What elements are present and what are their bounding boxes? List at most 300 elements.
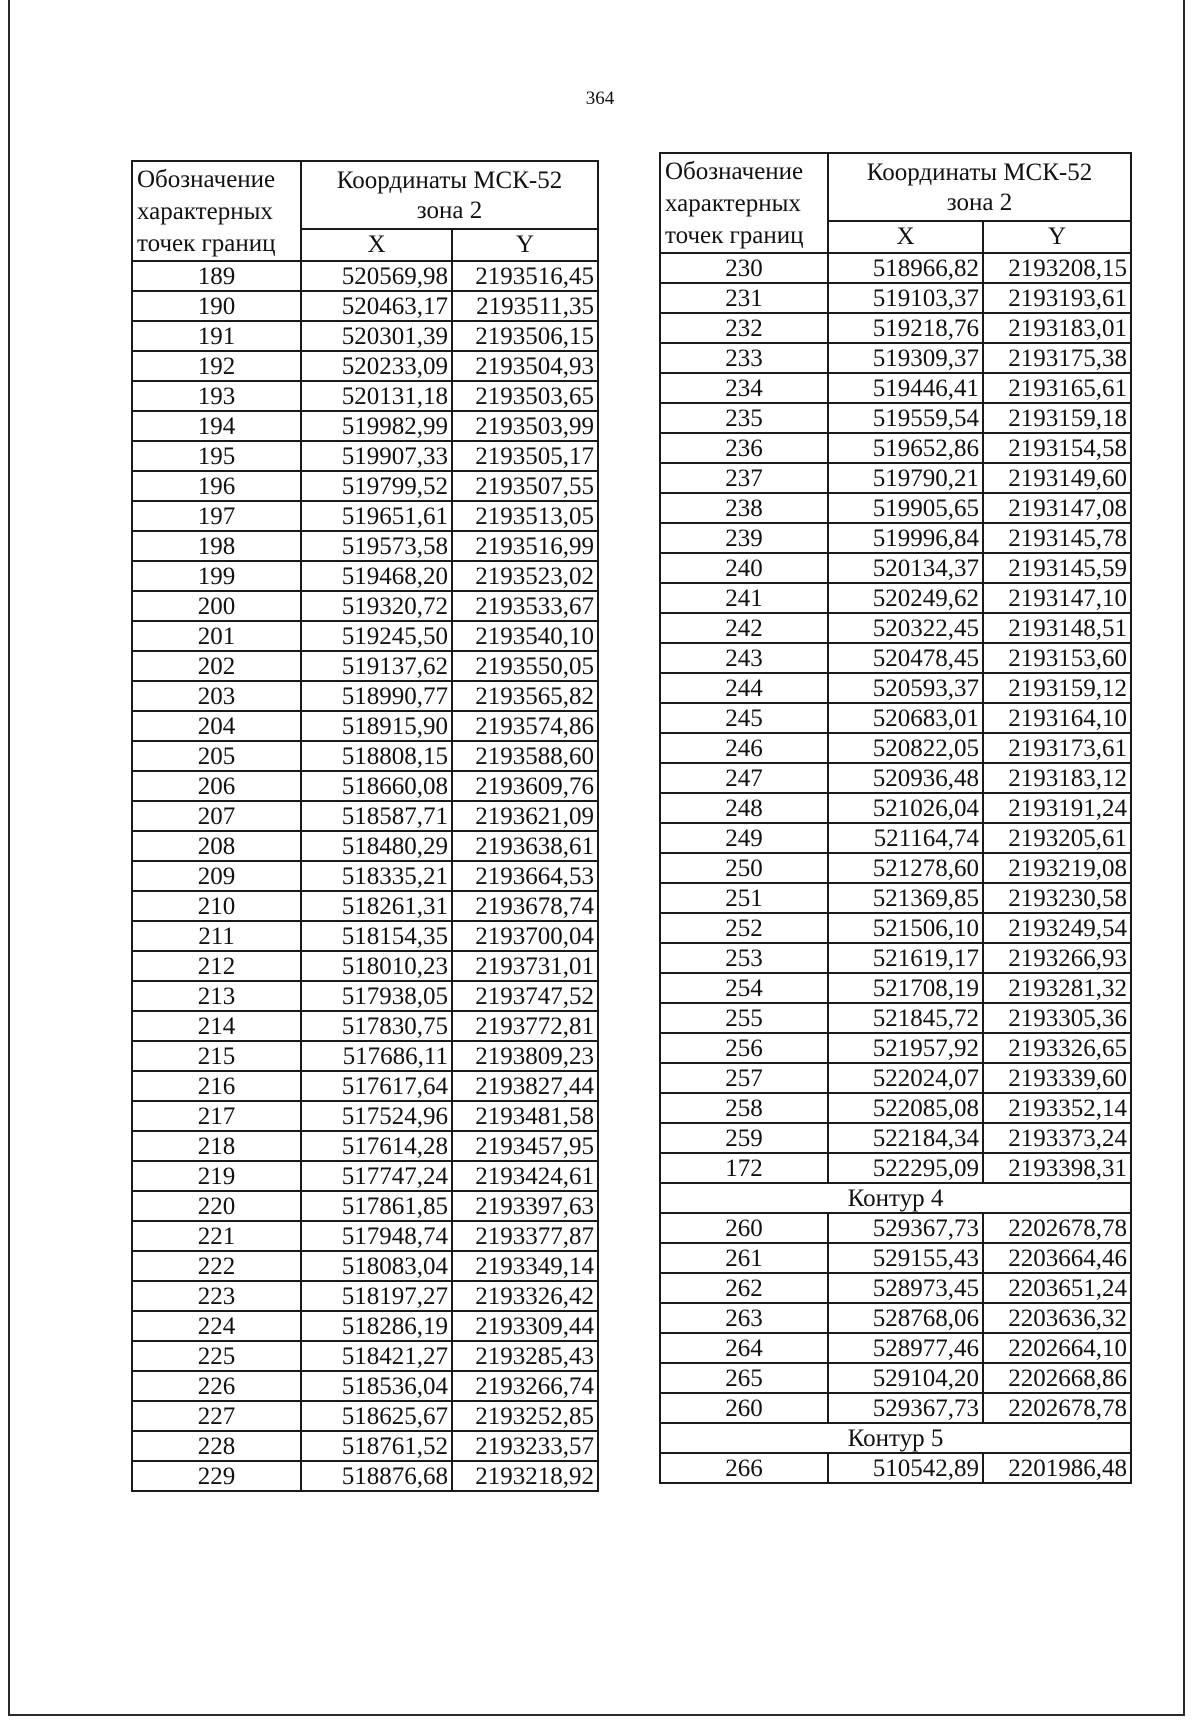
y-coordinate-cell: 2193511,35: [452, 291, 598, 321]
x-coordinate-cell: 517614,28: [301, 1131, 452, 1161]
y-column-header: Y: [452, 229, 598, 261]
x-coordinate-cell: 520683,01: [828, 703, 983, 733]
x-column-header: X: [301, 229, 452, 261]
table-row: [132, 1011, 598, 1041]
x-coordinate-cell: 519982,99: [301, 411, 452, 441]
y-coordinate-cell: 2193349,14: [452, 1251, 598, 1281]
point-id-cell: 200: [132, 591, 301, 621]
table-row: [660, 1063, 1131, 1093]
point-id-cell: 228: [132, 1431, 301, 1461]
point-id-cell: 237: [660, 463, 828, 493]
contour-row: [660, 1183, 1131, 1213]
table-row: [660, 883, 1131, 913]
table-row: [132, 861, 598, 891]
y-coordinate-cell: 2193550,05: [452, 651, 598, 681]
contour-label: Контур 4: [660, 1183, 1131, 1213]
point-id-cell: 207: [132, 801, 301, 831]
table-row: [660, 403, 1131, 433]
table-row: [132, 1401, 598, 1431]
table-row: [660, 823, 1131, 853]
y-coordinate-cell: 2193700,04: [452, 921, 598, 951]
x-coordinate-cell: 519320,72: [301, 591, 452, 621]
point-id-cell: 195: [132, 441, 301, 471]
table-row: [660, 793, 1131, 823]
y-coordinate-cell: 2202668,86: [983, 1363, 1131, 1393]
x-coordinate-cell: 519651,61: [301, 501, 452, 531]
y-coordinate-cell: 2193159,12: [983, 673, 1131, 703]
y-coordinate-cell: 2193339,60: [983, 1063, 1131, 1093]
x-coordinate-cell: 518990,77: [301, 681, 452, 711]
y-coordinate-cell: 2193533,67: [452, 591, 598, 621]
table-row: [660, 1333, 1131, 1363]
designation-header-line: точек границ: [665, 222, 804, 249]
x-coordinate-cell: 521619,17: [828, 943, 983, 973]
point-id-cell: 197: [132, 501, 301, 531]
x-coordinate-cell: 520936,48: [828, 763, 983, 793]
x-coordinate-cell: 528768,06: [828, 1303, 983, 1333]
y-coordinate-cell: 2193208,15: [983, 253, 1131, 283]
table-row: [132, 1281, 598, 1311]
point-id-cell: 243: [660, 643, 828, 673]
x-coordinate-cell: 529367,73: [828, 1213, 983, 1243]
point-id-cell: 202: [132, 651, 301, 681]
y-coordinate-cell: 2193827,44: [452, 1071, 598, 1101]
table-row: [132, 1341, 598, 1371]
x-coordinate-cell: 517938,05: [301, 981, 452, 1011]
x-coordinate-cell: 521026,04: [828, 793, 983, 823]
y-coordinate-cell: 2193145,59: [983, 553, 1131, 583]
y-coordinate-cell: 2193731,01: [452, 951, 598, 981]
y-coordinate-cell: 2203664,46: [983, 1243, 1131, 1273]
x-coordinate-cell: 519218,76: [828, 313, 983, 343]
y-coordinate-cell: 2193352,14: [983, 1093, 1131, 1123]
x-coordinate-cell: 521845,72: [828, 1003, 983, 1033]
table-row: [132, 321, 598, 351]
y-coordinate-cell: 2193506,15: [452, 321, 598, 351]
point-id-cell: 244: [660, 673, 828, 703]
table-row: [132, 1161, 598, 1191]
x-coordinate-cell: 519446,41: [828, 373, 983, 403]
table-row: [660, 1303, 1131, 1333]
table-row: [132, 951, 598, 981]
y-coordinate-cell: 2193377,87: [452, 1221, 598, 1251]
x-coordinate-cell: 519103,37: [828, 283, 983, 313]
table-row: [660, 1033, 1131, 1063]
point-id-cell: 198: [132, 531, 301, 561]
x-coordinate-cell: 520301,39: [301, 321, 452, 351]
table-row: [132, 771, 598, 801]
point-id-cell: 204: [132, 711, 301, 741]
table-row: [132, 831, 598, 861]
table-row: [660, 643, 1131, 673]
coordinates-header: [301, 161, 598, 229]
table-row: [132, 1101, 598, 1131]
point-id-cell: 251: [660, 883, 828, 913]
table-row: [660, 433, 1131, 463]
point-id-cell: 222: [132, 1251, 301, 1281]
x-coordinate-cell: 521369,85: [828, 883, 983, 913]
table-row: [132, 1371, 598, 1401]
point-id-cell: 262: [660, 1273, 828, 1303]
point-id-cell: 238: [660, 493, 828, 523]
table-row: [660, 1093, 1131, 1123]
x-coordinate-cell: 519559,54: [828, 403, 983, 433]
table-row: [660, 313, 1131, 343]
table-row: [132, 1431, 598, 1461]
y-coordinate-cell: 2193183,01: [983, 313, 1131, 343]
y-coordinate-cell: 2193193,61: [983, 283, 1131, 313]
x-coordinate-cell: 519799,52: [301, 471, 452, 501]
table-row: [660, 1123, 1131, 1153]
point-id-cell: 196: [132, 471, 301, 501]
x-coordinate-cell: 517524,96: [301, 1101, 452, 1131]
x-coordinate-cell: 521957,92: [828, 1033, 983, 1063]
point-id-cell: 203: [132, 681, 301, 711]
x-coordinate-cell: 518536,04: [301, 1371, 452, 1401]
right-table-body: [660, 253, 1131, 1483]
point-id-cell: 211: [132, 921, 301, 951]
point-id-cell: 225: [132, 1341, 301, 1371]
x-coordinate-cell: 518286,19: [301, 1311, 452, 1341]
point-id-cell: 194: [132, 411, 301, 441]
y-coordinate-cell: 2193230,58: [983, 883, 1131, 913]
x-coordinate-cell: 518154,35: [301, 921, 452, 951]
coordinates-header-line: зона 2: [416, 197, 483, 225]
y-coordinate-cell: 2193505,17: [452, 441, 598, 471]
point-id-cell: 257: [660, 1063, 828, 1093]
table-row: [660, 1393, 1131, 1423]
y-coordinate-cell: 2193149,60: [983, 463, 1131, 493]
x-coordinate-cell: 521164,74: [828, 823, 983, 853]
table-row: [132, 1311, 598, 1341]
x-coordinate-cell: 519573,58: [301, 531, 452, 561]
y-coordinate-cell: 2193747,52: [452, 981, 598, 1011]
point-id-cell: 190: [132, 291, 301, 321]
x-coordinate-cell: 520478,45: [828, 643, 983, 673]
point-id-cell: 234: [660, 373, 828, 403]
point-id-cell: 221: [132, 1221, 301, 1251]
y-coordinate-cell: 2193175,38: [983, 343, 1131, 373]
y-coordinate-cell: 2193457,95: [452, 1131, 598, 1161]
y-coordinate-cell: 2193218,92: [452, 1461, 598, 1491]
point-id-cell: 263: [660, 1303, 828, 1333]
y-coordinate-cell: 2193398,31: [983, 1153, 1131, 1183]
x-coordinate-cell: 520134,37: [828, 553, 983, 583]
x-coordinate-cell: 518808,15: [301, 741, 452, 771]
table-row: [660, 1243, 1131, 1273]
x-coordinate-cell: 519996,84: [828, 523, 983, 553]
point-id-cell: 216: [132, 1071, 301, 1101]
point-id-cell: 212: [132, 951, 301, 981]
table-row: [660, 1363, 1131, 1393]
point-id-cell: 240: [660, 553, 828, 583]
y-coordinate-cell: 2193513,05: [452, 501, 598, 531]
point-id-cell: 265: [660, 1363, 828, 1393]
table-row: [660, 853, 1131, 883]
point-id-cell: 230: [660, 253, 828, 283]
x-column-header: X: [828, 221, 983, 253]
y-coordinate-cell: 2193621,09: [452, 801, 598, 831]
designation-header-line: характерных: [137, 198, 273, 225]
point-id-cell: 217: [132, 1101, 301, 1131]
table-row: [132, 741, 598, 771]
x-coordinate-cell: 517948,74: [301, 1221, 452, 1251]
y-coordinate-cell: 2193154,58: [983, 433, 1131, 463]
designation-header-line: Обозначение: [137, 166, 276, 193]
x-coordinate-cell: 529367,73: [828, 1393, 983, 1423]
y-coordinate-cell: 2193540,10: [452, 621, 598, 651]
point-id-cell: 235: [660, 403, 828, 433]
table-row: [132, 411, 598, 441]
x-coordinate-cell: 517747,24: [301, 1161, 452, 1191]
table-row: [132, 1191, 598, 1221]
point-id-cell: 241: [660, 583, 828, 613]
point-id-cell: 229: [132, 1461, 301, 1491]
x-coordinate-cell: 529104,20: [828, 1363, 983, 1393]
x-coordinate-cell: 521506,10: [828, 913, 983, 943]
table-row: [660, 1213, 1131, 1243]
point-id-cell: 192: [132, 351, 301, 381]
y-coordinate-cell: 2193285,43: [452, 1341, 598, 1371]
table-row: [132, 561, 598, 591]
point-id-cell: 218: [132, 1131, 301, 1161]
table-row: [660, 343, 1131, 373]
point-id-cell: 236: [660, 433, 828, 463]
table-row: [660, 493, 1131, 523]
x-coordinate-cell: 517830,75: [301, 1011, 452, 1041]
table-row: [660, 763, 1131, 793]
y-coordinate-cell: 2193503,99: [452, 411, 598, 441]
table-row: [132, 501, 598, 531]
y-coordinate-cell: 2193153,60: [983, 643, 1131, 673]
y-coordinate-cell: 2193147,10: [983, 583, 1131, 613]
x-coordinate-cell: 520822,05: [828, 733, 983, 763]
y-coordinate-cell: 2203636,32: [983, 1303, 1131, 1333]
point-id-cell: 248: [660, 793, 828, 823]
x-coordinate-cell: 518480,29: [301, 831, 452, 861]
x-coordinate-cell: 518261,31: [301, 891, 452, 921]
y-coordinate-cell: 2193159,18: [983, 403, 1131, 433]
y-coordinate-cell: 2193164,10: [983, 703, 1131, 733]
coordinates-header: [828, 153, 1131, 221]
x-coordinate-cell: 517686,11: [301, 1041, 452, 1071]
coordinates-header-line: Координаты МСК-52: [866, 159, 1093, 187]
table-row: [132, 891, 598, 921]
table-row: [660, 283, 1131, 313]
y-column-header: Y: [983, 221, 1131, 253]
table-row: [660, 613, 1131, 643]
x-coordinate-cell: 522085,08: [828, 1093, 983, 1123]
contour-row: [660, 1423, 1131, 1453]
point-id-cell: 255: [660, 1003, 828, 1033]
y-coordinate-cell: 2193266,74: [452, 1371, 598, 1401]
point-id-cell: 210: [132, 891, 301, 921]
y-coordinate-cell: 2193397,63: [452, 1191, 598, 1221]
table-row: [132, 651, 598, 681]
table-row: [132, 711, 598, 741]
x-coordinate-cell: 518625,67: [301, 1401, 452, 1431]
x-coordinate-cell: 518197,27: [301, 1281, 452, 1311]
coordinates-table-left: [131, 160, 599, 1492]
point-id-cell: 224: [132, 1311, 301, 1341]
y-coordinate-cell: 2201986,48: [983, 1453, 1131, 1483]
y-coordinate-cell: 2202678,78: [983, 1393, 1131, 1423]
table-row: [132, 1041, 598, 1071]
table-row: [132, 291, 598, 321]
table-row: [660, 373, 1131, 403]
point-id-cell: 250: [660, 853, 828, 883]
y-coordinate-cell: 2193481,58: [452, 1101, 598, 1131]
table-row: [132, 681, 598, 711]
table-row: [660, 973, 1131, 1003]
x-coordinate-cell: 522184,34: [828, 1123, 983, 1153]
point-id-cell: 245: [660, 703, 828, 733]
point-id-cell: 215: [132, 1041, 301, 1071]
x-coordinate-cell: 521278,60: [828, 853, 983, 883]
table-row: [132, 1461, 598, 1491]
y-coordinate-cell: 2193523,02: [452, 561, 598, 591]
point-id-cell: 247: [660, 763, 828, 793]
point-id-cell: 206: [132, 771, 301, 801]
x-coordinate-cell: 518876,68: [301, 1461, 452, 1491]
point-id-cell: 201: [132, 621, 301, 651]
coordinates-header-line: зона 2: [946, 189, 1013, 217]
x-coordinate-cell: 520593,37: [828, 673, 983, 703]
y-coordinate-cell: 2193516,99: [452, 531, 598, 561]
table-row: [660, 463, 1131, 493]
point-id-cell: 259: [660, 1123, 828, 1153]
point-id-cell: 226: [132, 1371, 301, 1401]
table-row: [132, 801, 598, 831]
point-id-cell: 172: [660, 1153, 828, 1183]
point-id-cell: 253: [660, 943, 828, 973]
y-coordinate-cell: 2193588,60: [452, 741, 598, 771]
table-row: [132, 471, 598, 501]
x-coordinate-cell: 520131,18: [301, 381, 452, 411]
table-row: [660, 703, 1131, 733]
point-id-cell: 249: [660, 823, 828, 853]
point-id-cell: 246: [660, 733, 828, 763]
x-coordinate-cell: 520463,17: [301, 291, 452, 321]
x-coordinate-cell: 518421,27: [301, 1341, 452, 1371]
y-coordinate-cell: 2193809,23: [452, 1041, 598, 1071]
point-id-cell: 227: [132, 1401, 301, 1431]
y-coordinate-cell: 2193219,08: [983, 853, 1131, 883]
coordinates-header-line: Координаты МСК-52: [336, 167, 563, 195]
designation-header-line: Обозначение: [665, 158, 804, 185]
x-coordinate-cell: 518335,21: [301, 861, 452, 891]
x-coordinate-cell: 520249,62: [828, 583, 983, 613]
y-coordinate-cell: 2193183,12: [983, 763, 1131, 793]
y-coordinate-cell: 2193281,32: [983, 973, 1131, 1003]
point-id-cell: 233: [660, 343, 828, 373]
y-coordinate-cell: 2193503,65: [452, 381, 598, 411]
x-coordinate-cell: 518587,71: [301, 801, 452, 831]
x-coordinate-cell: 518010,23: [301, 951, 452, 981]
point-id-cell: 258: [660, 1093, 828, 1123]
point-id-cell: 213: [132, 981, 301, 1011]
table-row: [660, 1273, 1131, 1303]
table-row: [132, 531, 598, 561]
y-coordinate-cell: 2193305,36: [983, 1003, 1131, 1033]
x-coordinate-cell: 522295,09: [828, 1153, 983, 1183]
y-coordinate-cell: 2193373,24: [983, 1123, 1131, 1153]
point-id-cell: 223: [132, 1281, 301, 1311]
table-row: [132, 261, 598, 291]
x-coordinate-cell: 529155,43: [828, 1243, 983, 1273]
x-coordinate-cell: 518083,04: [301, 1251, 452, 1281]
page-number: 364: [585, 88, 615, 109]
table-row: [660, 733, 1131, 763]
point-id-cell: 239: [660, 523, 828, 553]
table-row: [660, 553, 1131, 583]
table-row: [660, 523, 1131, 553]
x-coordinate-cell: 517617,64: [301, 1071, 452, 1101]
table-row: [660, 253, 1131, 283]
table-row: [132, 921, 598, 951]
y-coordinate-cell: 2202664,10: [983, 1333, 1131, 1363]
point-id-cell: 193: [132, 381, 301, 411]
table-row: [132, 1221, 598, 1251]
designation-header-line: характерных: [665, 190, 801, 217]
point-id-cell: 205: [132, 741, 301, 771]
x-coordinate-cell: 519652,86: [828, 433, 983, 463]
table-row: [660, 943, 1131, 973]
x-coordinate-cell: 517861,85: [301, 1191, 452, 1221]
point-id-cell: 208: [132, 831, 301, 861]
point-id-cell: 254: [660, 973, 828, 1003]
point-id-cell: 260: [660, 1213, 828, 1243]
y-coordinate-cell: 2193678,74: [452, 891, 598, 921]
y-coordinate-cell: 2193173,61: [983, 733, 1131, 763]
x-coordinate-cell: 528973,45: [828, 1273, 983, 1303]
point-id-cell: 256: [660, 1033, 828, 1063]
contour-label: Контур 5: [660, 1423, 1131, 1453]
x-coordinate-cell: 521708,19: [828, 973, 983, 1003]
y-coordinate-cell: 2193148,51: [983, 613, 1131, 643]
x-coordinate-cell: 522024,07: [828, 1063, 983, 1093]
x-coordinate-cell: 518966,82: [828, 253, 983, 283]
y-coordinate-cell: 2193326,65: [983, 1033, 1131, 1063]
point-id-cell: 220: [132, 1191, 301, 1221]
point-id-cell: 191: [132, 321, 301, 351]
x-coordinate-cell: 510542,89: [828, 1453, 983, 1483]
y-coordinate-cell: 2193249,54: [983, 913, 1131, 943]
y-coordinate-cell: 2193191,24: [983, 793, 1131, 823]
left-table-body: [132, 261, 598, 1491]
designation-header: [660, 153, 828, 253]
y-coordinate-cell: 2202678,78: [983, 1213, 1131, 1243]
x-coordinate-cell: 518915,90: [301, 711, 452, 741]
point-id-cell: 232: [660, 313, 828, 343]
y-coordinate-cell: 2193516,45: [452, 261, 598, 291]
table-row: [660, 1453, 1131, 1483]
y-coordinate-cell: 2193507,55: [452, 471, 598, 501]
y-coordinate-cell: 2193252,85: [452, 1401, 598, 1431]
y-coordinate-cell: 2193145,78: [983, 523, 1131, 553]
y-coordinate-cell: 2193266,93: [983, 943, 1131, 973]
point-id-cell: 199: [132, 561, 301, 591]
y-coordinate-cell: 2193165,61: [983, 373, 1131, 403]
point-id-cell: 252: [660, 913, 828, 943]
y-coordinate-cell: 2193609,76: [452, 771, 598, 801]
table-row: [132, 1251, 598, 1281]
table-row: [132, 1071, 598, 1101]
point-id-cell: 242: [660, 613, 828, 643]
y-coordinate-cell: 2193664,53: [452, 861, 598, 891]
table-row: [660, 1153, 1131, 1183]
x-coordinate-cell: 519790,21: [828, 463, 983, 493]
